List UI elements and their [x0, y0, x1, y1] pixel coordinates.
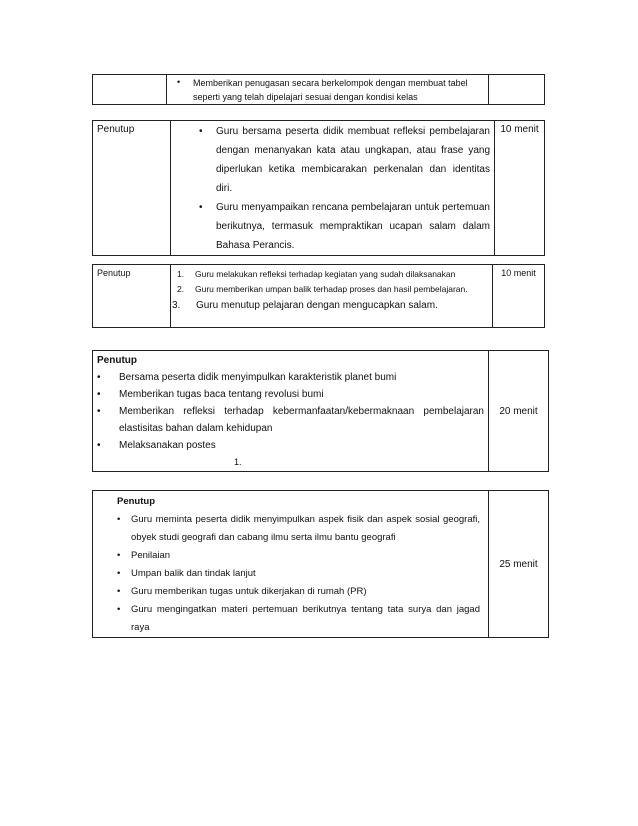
list-item [117, 565, 480, 583]
label-cell [93, 121, 171, 256]
item-number: 1. [177, 269, 185, 279]
list-item [97, 386, 484, 403]
duration: 10 menit [500, 124, 539, 135]
list-item [97, 403, 484, 437]
item-text: Memberikan tugas baca tentang revolusi bumi [119, 389, 324, 400]
item-text: Melaksanakan postes [119, 440, 216, 451]
list-item [177, 267, 488, 282]
section-label: Penutup [97, 268, 131, 278]
bullet-icon: • [117, 586, 121, 597]
list-item [97, 437, 484, 454]
bullet-icon: • [199, 126, 203, 137]
section-heading: Penutup [117, 496, 155, 507]
content-cell [171, 121, 495, 256]
item-text: Umpan balik dan tindak lanjut [131, 568, 256, 579]
activity-table-5 [92, 490, 549, 638]
list-item [117, 601, 480, 637]
list-item [172, 297, 488, 314]
item-text: Guru bersama peserta didik membuat refleksi pembelajaran dengan menanyakan kata atau ungkapan, atau frase yang diperlukan ketika membicarakan perkenalan dan identitas diri. [216, 126, 490, 194]
activity-table-2 [92, 120, 545, 256]
duration: 25 menit [499, 558, 538, 570]
time-cell [489, 491, 549, 638]
activity-table-4 [92, 350, 549, 472]
list-item [117, 511, 480, 547]
duration: 10 menit [501, 268, 536, 278]
activity-table-3 [92, 264, 545, 328]
bullet-icon: • [117, 568, 121, 579]
item-number: 2. [177, 284, 185, 294]
bullet-icon: • [97, 389, 101, 400]
bullet-icon: • [97, 440, 101, 451]
bullet-icon: • [117, 514, 121, 525]
time-cell [495, 121, 545, 256]
content-cell [167, 75, 489, 105]
item-number: 3. [172, 300, 181, 311]
activity-table-1 [92, 74, 545, 105]
section-heading: Penutup [97, 355, 137, 366]
time-cell [493, 265, 545, 328]
content-cell [93, 491, 489, 638]
list-item [97, 369, 484, 386]
bullet-icon: • [97, 406, 101, 417]
item-text: Guru memberikan umpan balik terhadap proses dan hasil pembelajaran. [195, 284, 468, 294]
bullet-icon: • [199, 202, 203, 213]
label-cell [93, 265, 171, 328]
bullet-icon: • [177, 77, 181, 87]
item-text: Guru menyampaikan rencana pembelajaran untuk pertemuan berikutnya, termasuk mempraktikan ucapan salam dalam Bahasa Perancis. [216, 202, 490, 251]
item-text: Guru meminta peserta didik menyimpulkan aspek fisik dan aspek sosial geografi, obyek studi geografi dan cabang ilmu serta ilmu bantu geografi [131, 514, 480, 543]
item-text: Guru menutup pelajaran dengan mengucapkan salam. [196, 300, 438, 311]
time-cell [489, 351, 549, 472]
task-text: Memberikan penugasan secara berkelompok dengan membuat tabel seperti yang telah dipelajari sesuai dengan kondisi kelas [193, 78, 468, 102]
list-item [117, 547, 480, 565]
item-text: Memberikan refleksi terhadap kebermanfaatan/kebermaknaan pembelajaran elastisitas bahan dalam kehidupan [119, 406, 484, 434]
content-cell [93, 351, 489, 472]
content-cell [171, 265, 493, 328]
empty-time-cell [489, 75, 545, 105]
bullet-icon: • [117, 604, 121, 615]
item-text: Guru melakukan refleksi terhadap kegiatan yang sudah dilaksanakan [195, 269, 456, 279]
bullet-icon: • [117, 550, 121, 561]
item-text: Penilaian [131, 550, 171, 561]
item-text: Bersama peserta didik menyimpulkan karakteristik planet bumi [119, 372, 397, 383]
list-item [177, 282, 488, 297]
empty-label-cell [93, 75, 167, 105]
item-text: Guru memberikan tugas untuk dikerjakan di rumah (PR) [131, 586, 367, 597]
list-item [117, 583, 480, 601]
list-item [199, 122, 490, 198]
item-text: Guru mengingatkan materi pertemuan berikutnya tentang tata surya dan jagad raya [131, 604, 480, 633]
section-label: Penutup [97, 124, 135, 135]
duration: 20 menit [499, 405, 538, 417]
trailing-number: 1. [234, 457, 242, 467]
list-item [199, 198, 490, 255]
bullet-icon: • [97, 372, 101, 383]
